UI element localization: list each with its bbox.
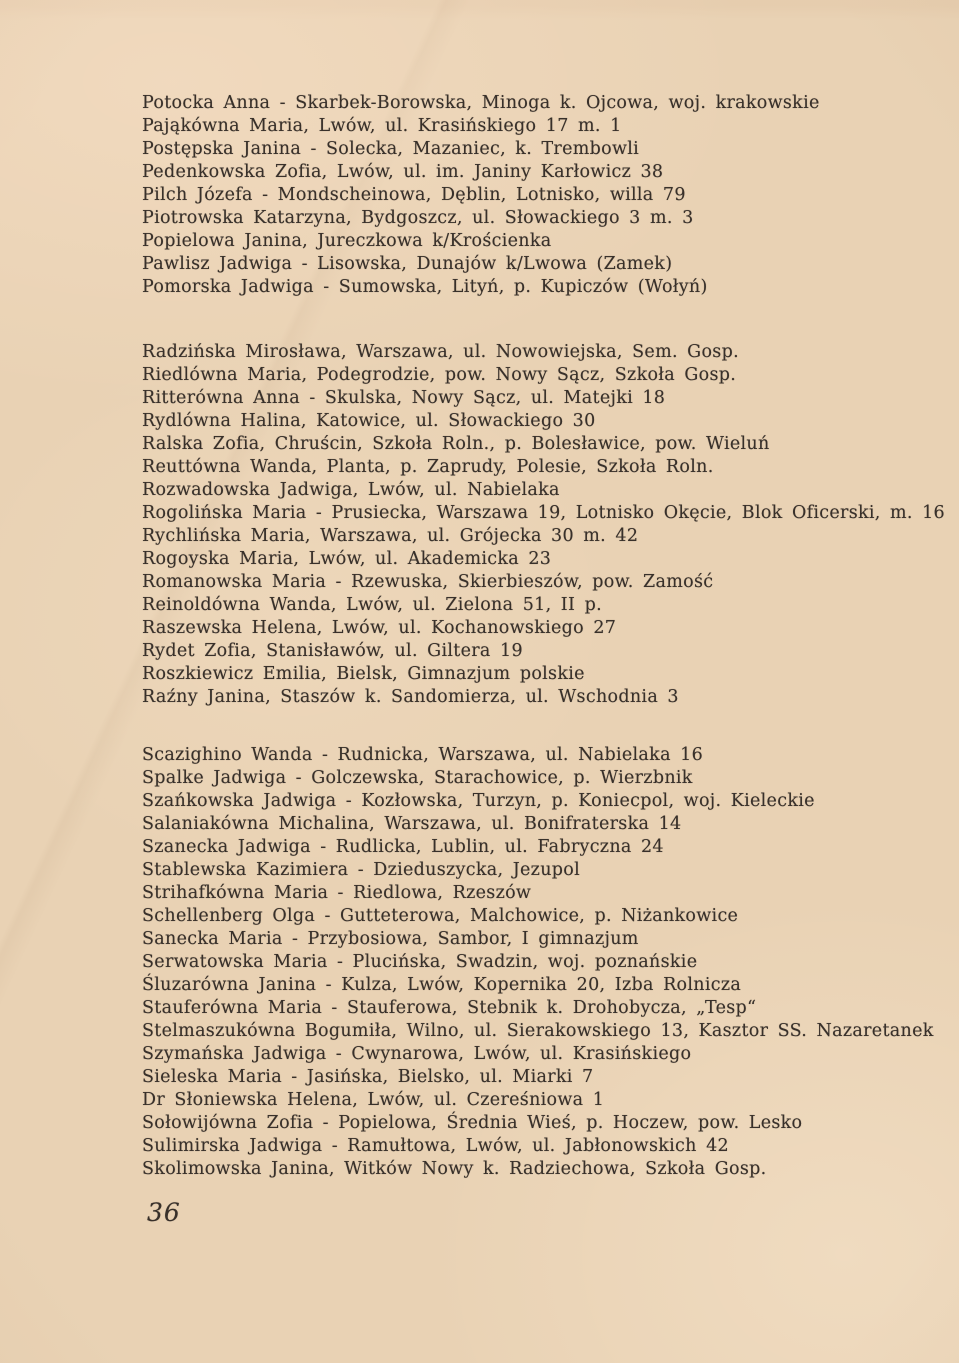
directory-entry: Szymańska Jadwiga - Cwynarowa, Lwów, ul. Krasińskiego — [142, 1044, 692, 1064]
directory-entry: Skolimowska Janina, Witków Nowy k. Radziechowa, Szkoła Gosp. — [142, 1159, 767, 1179]
directory-entry: Sulimirska Jadwiga - Ramułtowa, Lwów, ul. Jabłonowskich 42 — [142, 1136, 729, 1156]
directory-entry: Scazighino Wanda - Rudnicka, Warszawa, ul. Nabielaka 16 — [142, 745, 704, 765]
directory-entry: Śluzarówna Janina - Kulza, Lwów, Kopernika 20, Izba Rolnicza — [142, 975, 742, 995]
directory-entry: Salaniakówna Michalina, Warszawa, ul. Bonifraterska 14 — [142, 814, 682, 834]
directory-entry: Szanecka Jadwiga - Rudlicka, Lublin, ul. Fabryczna 24 — [142, 837, 664, 857]
directory-entry: Spalke Jadwiga - Golczewska, Starachowice, p. Wierzbnik — [142, 768, 693, 788]
name-list-block-p — [142, 92, 922, 299]
directory-entry: Pilch Józefa - Mondscheinowa, Dęblin, Lotnisko, willa 79 — [142, 185, 686, 205]
directory-entry: Ralska Zofia, Chruścin, Szkoła Roln., p. Bolesławice, pow. Wieluń — [142, 434, 770, 454]
directory-entry: Stablewska Kazimiera - Dzieduszycka, Jezupol — [142, 860, 581, 880]
directory-entry: Reinoldówna Wanda, Lwów, ul. Zielona 51, II p. — [142, 595, 602, 615]
directory-entry: Dr Słoniewska Helena, Lwów, ul. Czereśniowa 1 — [142, 1090, 605, 1110]
directory-entry: Sanecka Maria - Przybosiowa, Sambor, I gimnazjum — [142, 929, 639, 949]
directory-entry: Pomorska Jadwiga - Sumowska, Lityń, p. Kupiczów (Wołyń) — [142, 277, 708, 297]
name-list-block-r — [142, 341, 945, 709]
directory-entry: Stelmaszukówna Bogumiła, Wilno, ul. Sierakowskiego 13, Kasztor SS. Nazaretanek — [142, 1021, 934, 1041]
directory-entry: Riedlówna Maria, Podegrodzie, pow. Nowy Sącz, Szkoła Gosp. — [142, 365, 737, 385]
directory-entry: Roszkiewicz Emilia, Bielsk, Gimnazjum polskie — [142, 664, 585, 684]
directory-entry: Rydet Zofia, Stanisławów, ul. Giltera 19 — [142, 641, 523, 661]
directory-entry: Rozwadowska Jadwiga, Lwów, ul. Nabielaka — [142, 480, 560, 500]
directory-entry: Stauferówna Maria - Stauferowa, Stebnik k. Drohobycza, „Tesp“ — [142, 998, 757, 1018]
directory-entry: Postępska Janina - Solecka, Mazaniec, k. Trembowli — [142, 139, 640, 159]
directory-entry: Popielowa Janina, Jureczkowa k/Krościenka — [142, 231, 552, 251]
directory-entry: Potocka Anna - Skarbek-Borowska, Minoga k. Ojcowa, woj. krakowskie — [142, 93, 820, 113]
directory-entry: Serwatowska Maria - Plucińska, Swadzin, woj. poznańskie — [142, 952, 698, 972]
directory-entry: Sieleska Maria - Jasińska, Bielsko, ul. Miarki 7 — [142, 1067, 594, 1087]
directory-entry: Ritterówna Anna - Skulska, Nowy Sącz, ul. Matejki 18 — [142, 388, 666, 408]
directory-entry: Sołowijówna Zofia - Popielowa, Średnia Wieś, p. Hoczew, pow. Lesko — [142, 1113, 803, 1133]
directory-entry: Piotrowska Katarzyna, Bydgoszcz, ul. Słowackiego 3 m. 3 — [142, 208, 694, 228]
directory-entry: Pawlisz Jadwiga - Lisowska, Dunajów k/Lwowa (Zamek) — [142, 254, 673, 274]
directory-entry: Reuttówna Wanda, Planta, p. Zaprudy, Polesie, Szkoła Roln. — [142, 457, 714, 477]
directory-entry: Pedenkowska Zofia, Lwów, ul. im. Janiny Karłowicz 38 — [142, 162, 664, 182]
directory-entry: Rogolińska Maria - Prusiecka, Warszawa 19, Lotnisko Okęcie, Blok Oficerski, m. 16 — [142, 503, 945, 523]
directory-entry: Pająkówna Maria, Lwów, ul. Krasińskiego 17 m. 1 — [142, 116, 622, 136]
directory-entry: Raszewska Helena, Lwów, ul. Kochanowskiego 27 — [142, 618, 617, 638]
directory-entry: Szańkowska Jadwiga - Kozłowska, Turzyn, p. Koniecpol, woj. Kieleckie — [142, 791, 815, 811]
page-number: 36 — [147, 1198, 181, 1227]
directory-entry: Romanowska Maria - Rzewuska, Skierbieszów, pow. Zamość — [142, 572, 714, 592]
directory-entry: Radzińska Mirosława, Warszawa, ul. Nowowiejska, Sem. Gosp. — [142, 342, 739, 362]
directory-entry: Raźny Janina, Staszów k. Sandomierza, ul. Wschodnia 3 — [142, 687, 679, 707]
directory-entry: Schellenberg Olga - Gutteterowa, Malchowice, p. Niżankowice — [142, 906, 739, 926]
directory-entry: Strihafkówna Maria - Riedlowa, Rzeszów — [142, 883, 532, 903]
directory-entry: Rogoyska Maria, Lwów, ul. Akademicka 23 — [142, 549, 552, 569]
directory-entry: Rychlińska Maria, Warszawa, ul. Grójecka 30 m. 42 — [142, 526, 639, 546]
name-list-block-s — [142, 744, 934, 1181]
directory-entry: Rydlówna Halina, Katowice, ul. Słowackiego 30 — [142, 411, 596, 431]
